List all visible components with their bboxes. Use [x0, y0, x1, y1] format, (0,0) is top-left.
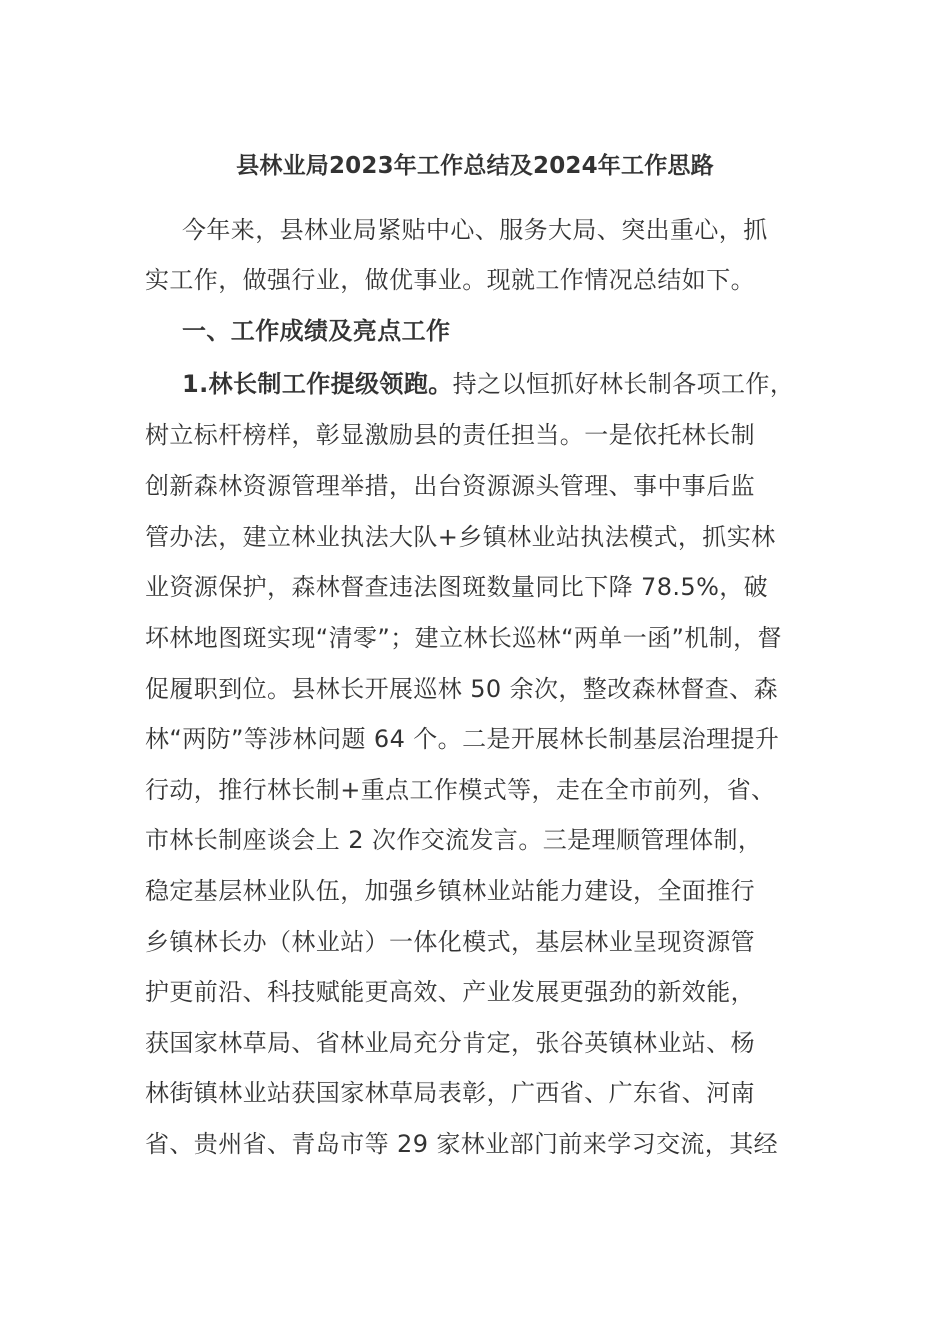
body-paragraph-line-14: 获国家林草局、省林业局充分肯定，张谷英镇林业站、杨 — [145, 1029, 755, 1057]
body-paragraph-line-7: 促履职到位。县林长开展巡林 50 余次，整改森林督查、森 — [145, 675, 778, 703]
body-paragraph-line-15: 林街镇林业站获国家林草局表彰，广西省、广东省、河南 — [145, 1079, 755, 1107]
body-paragraph-line-1 — [182, 366, 794, 402]
body-paragraph-line-5: 业资源保护，森林督查违法图斑数量同比下降 78.5%，破 — [145, 573, 769, 601]
body-paragraph-line-2: 树立标杆榜样，彰显激励县的责任担当。一是依托林长制 — [145, 421, 755, 449]
body-paragraph-line-13: 护更前沿、科技赋能更高效、产业发展更强劲的新效能， — [145, 978, 755, 1006]
section-heading-1: 一、工作成绩及亮点工作 — [182, 317, 451, 345]
body-paragraph-line-4: 管办法，建立林业执法大队+乡镇林业站执法模式，抓实林 — [145, 523, 776, 551]
body-paragraph-line-9: 行动，推行林长制+重点工作模式等，走在全市前列，省、 — [145, 776, 776, 804]
body-paragraph-line-12: 乡镇林长办（林业站）一体化模式，基层林业呈现资源管 — [145, 928, 755, 956]
intro-paragraph-line-2: 实工作，做强行业，做优事业。现就工作情况总结如下。 — [145, 266, 755, 294]
body-paragraph-line-11: 稳定基层林业队伍，加强乡镇林业站能力建设，全面推行 — [145, 877, 755, 905]
intro-paragraph-line-1: 今年来，县林业局紧贴中心、服务大局、突出重心，抓 — [182, 216, 768, 244]
document-title: 县林业局2023年工作总结及2024年工作思路 — [236, 153, 714, 179]
body-paragraph-line-1-text: 持之以恒抓好林长制各项工作， — [452, 370, 795, 398]
body-paragraph-line-3: 创新森林资源管理举措，出台资源源头管理、事中事后监 — [145, 472, 755, 500]
body-paragraph-line-8: 林“两防”等涉林问题 64 个。二是开展林长制基层治理提升 — [145, 725, 780, 753]
body-paragraph-line-6: 坏林地图斑实现“清零”；建立林长巡林“两单一函”机制，督 — [145, 624, 782, 652]
body-paragraph-line-16: 省、贵州省、青岛市等 29 家林业部门前来学习交流，其经 — [145, 1130, 778, 1158]
body-paragraph-line-10: 市林长制座谈会上 2 次作交流发言。三是理顺管理体制， — [145, 826, 763, 854]
subsection-heading-1: 1.林长制工作提级领跑。 — [182, 370, 453, 398]
